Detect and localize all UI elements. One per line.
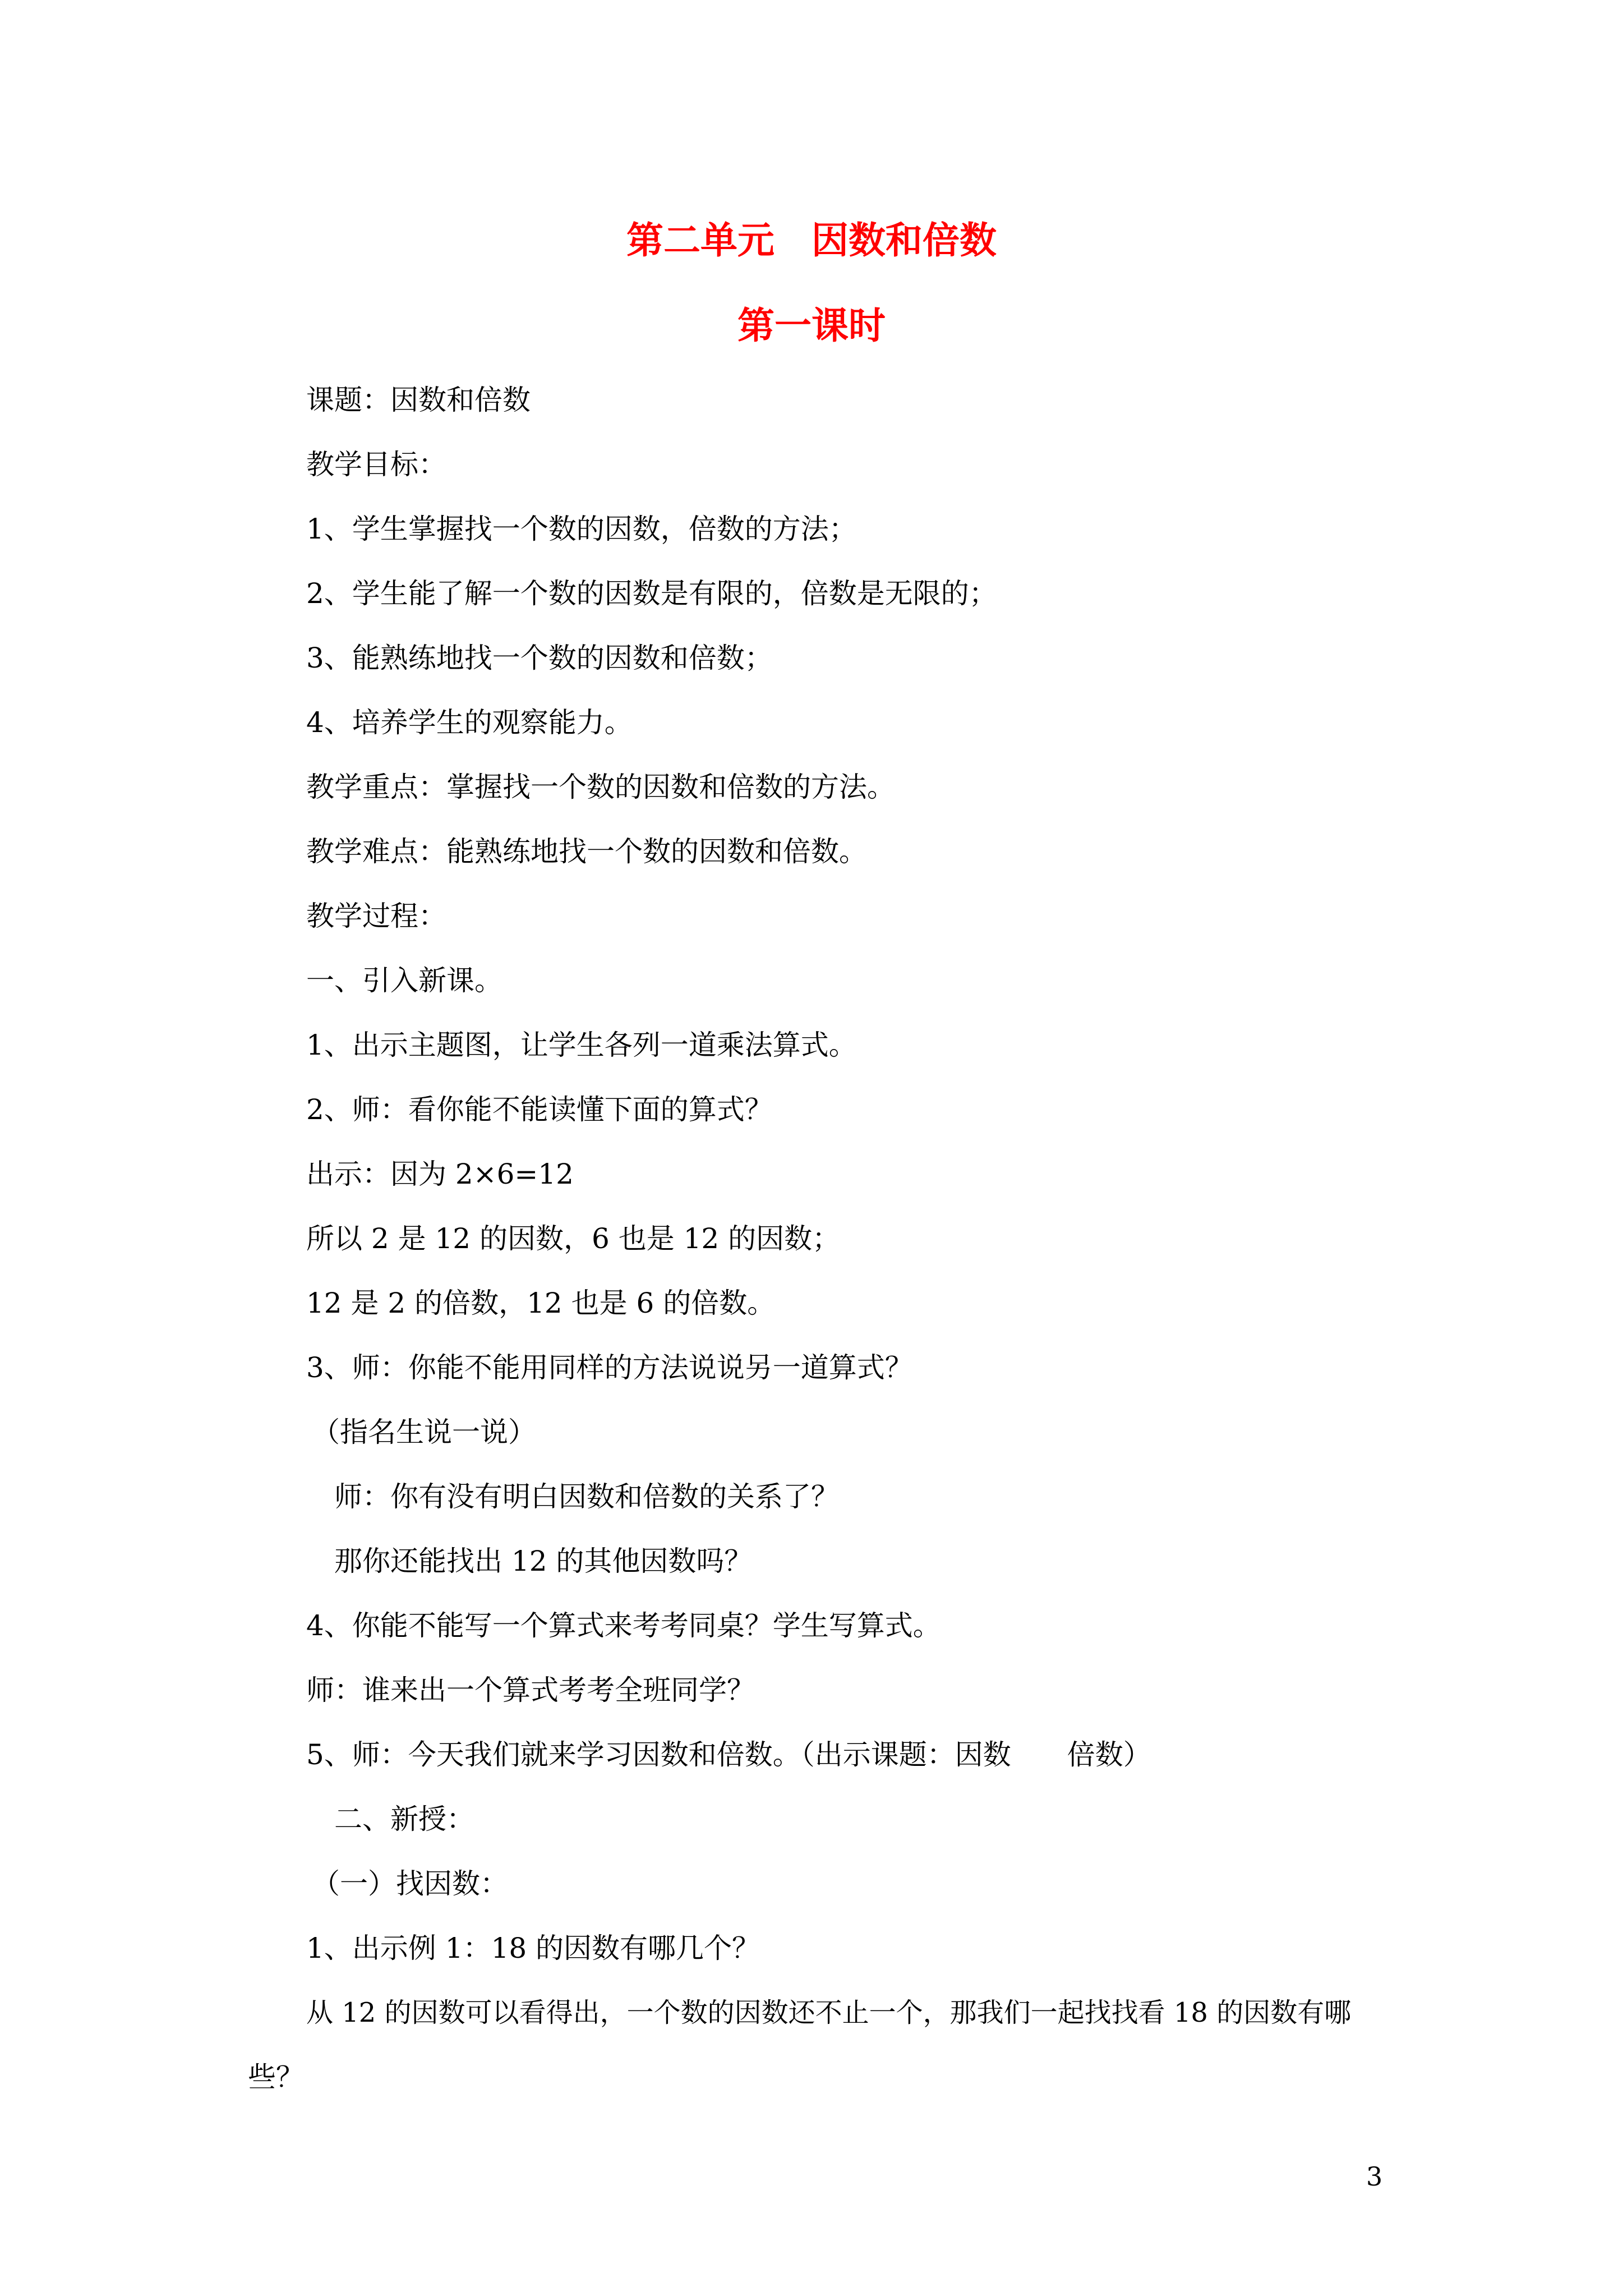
text-line: 3、师：你能不能用同样的方法说说另一道算式？ — [306, 1351, 913, 1384]
text-line: 5、师：今天我们就来学习因数和倍数。（出示课题：因数 倍数） — [306, 1738, 1151, 1771]
text-line: 师：你有没有明白因数和倍数的关系了？ — [334, 1480, 839, 1513]
text-line: 从 12 的因数可以看得出，一个数的因数还不止一个，那我们一起找找看 18 的因数有哪 — [306, 1997, 1352, 2028]
text-line: 3、能熟练地找一个数的因数和倍数； — [306, 642, 773, 674]
text-line: 1、学生掌握找一个数的因数，倍数的方法； — [306, 513, 857, 545]
text-line: 2、学生能了解一个数的因数是有限的，倍数是无限的； — [306, 577, 997, 610]
text-line: 教学过程： — [306, 900, 446, 932]
text-line: 课题：因数和倍数 — [306, 384, 531, 416]
text-line: （一）找因数： — [312, 1867, 508, 1900]
text-line: 二、新授： — [334, 1803, 474, 1835]
page-number: 3 — [1366, 2161, 1383, 2192]
text-line: 教学难点：能熟练地找一个数的因数和倍数。 — [306, 835, 867, 868]
text-line: 1、出示例 1：18 的因数有哪几个？ — [306, 1932, 760, 1964]
text-line: 出示：因为 2×6=12 — [306, 1158, 574, 1190]
text-line: 那你还能找出 12 的其他因数吗？ — [334, 1545, 753, 1577]
text-line: 师：谁来出一个算式考考全班同学？ — [306, 1674, 755, 1706]
lesson-title: 第一课时 — [737, 303, 886, 347]
text-line: 教学重点：掌握找一个数的因数和倍数的方法。 — [306, 771, 895, 803]
text-line: 2、师：看你能不能读懂下面的算式？ — [306, 1093, 773, 1126]
unit-title: 第二单元 因数和倍数 — [626, 218, 997, 262]
text-line: 12 是 2 的倍数，12 也是 6 的倍数。 — [306, 1287, 776, 1319]
text-line: 4、培养学生的观察能力。 — [306, 706, 633, 739]
text-line: 一、引入新课。 — [306, 964, 502, 997]
text-line: 些？ — [248, 2061, 304, 2093]
text-line: 1、出示主题图，让学生各列一道乘法算式。 — [306, 1029, 857, 1061]
text-line: 所以 2 是 12 的因数，6 也是 12 的因数； — [306, 1222, 841, 1255]
text-line: （指名生说一说） — [312, 1416, 536, 1448]
text-line: 教学目标： — [306, 448, 446, 481]
text-line: 4、你能不能写一个算式来考考同桌？学生写算式。 — [306, 1609, 941, 1642]
